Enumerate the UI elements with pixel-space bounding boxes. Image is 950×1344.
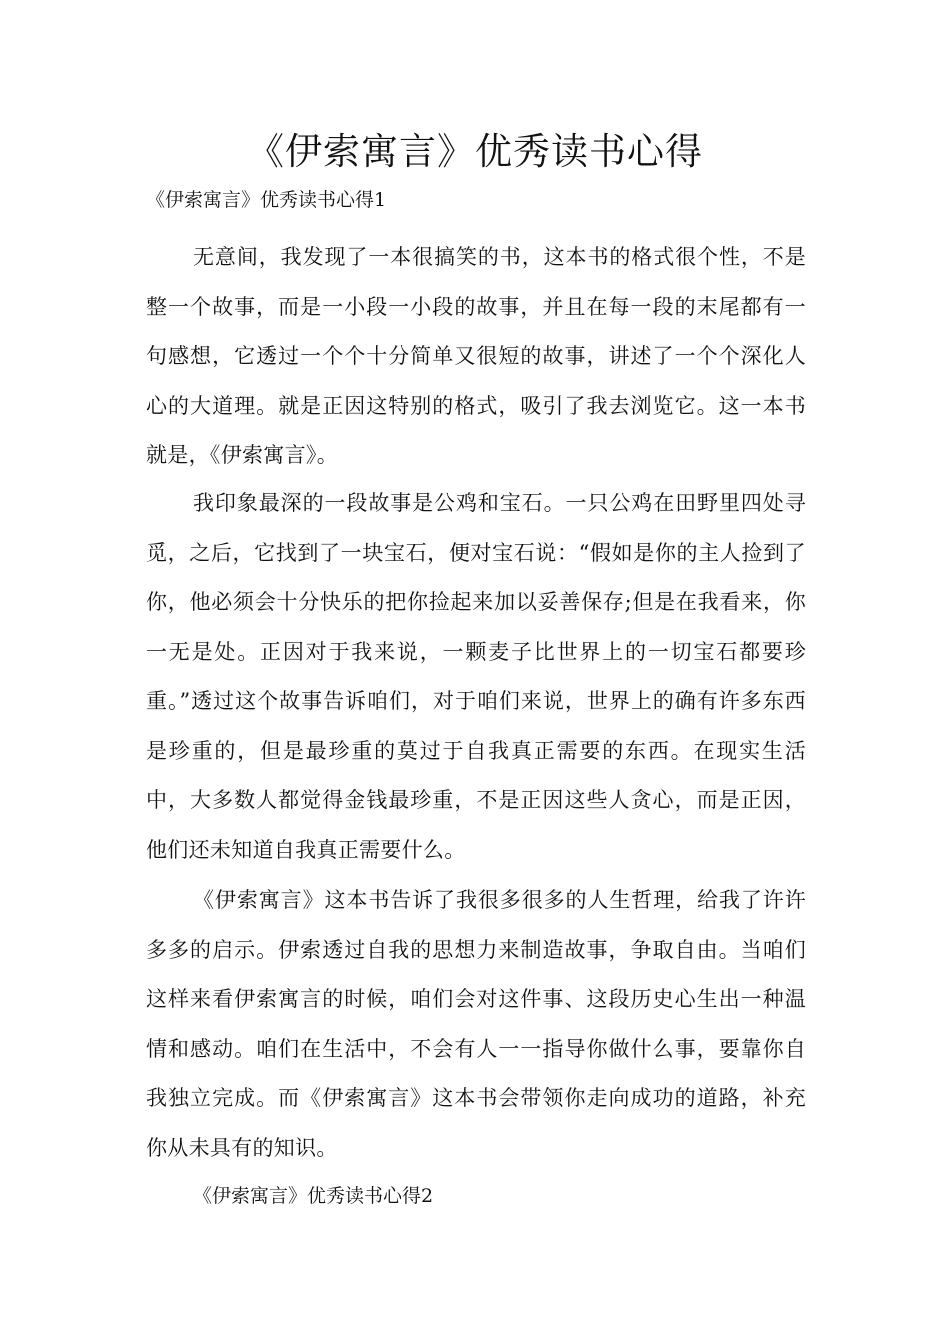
paragraph-1: 无意间，我发现了一本很搞笑的书，这本书的格式很个性，不是整一个故事，而是一小段一小段的故事，并且在每一段的末尾都有一句感想，它透过一个个十分简单又很短的故事，讲述了一个个深化人心的大道理。就是正因这特别的格式，吸引了我去浏览它。这一本书就是，《伊索寓言》。 — [146, 245, 806, 467]
document-title: 《伊索寓言》优秀读书心得 — [247, 130, 703, 173]
section-heading-2: 《伊索寓言》优秀读书心得2 — [193, 1185, 434, 1207]
paragraph-2: 我印象最深的一段故事是公鸡和宝石。一只公鸡在田野里四处寻觅，之后，它找到了一块宝石，便对宝石说：“假如是你的主人捡到了你，他必须会十分快乐的把你捡起来加以妥善保存;但是在我看来，你一无是处。正因对于我来说，一颗麦子比世界上的一切宝石都要珍重。”透过这个故事告诉咱们，对于咱们来说，世界上的确有许多东西是珍重的，但是最珍重的莫过于自我真正需要的东西。在现实生活中，大多数人都觉得金钱最珍重，不是正因这些人贪心，而是正因，他们还未知道自我真正需要什么。 — [146, 491, 806, 862]
paragraph-3: 《伊索寓言》这本书告诉了我很多很多的人生哲理，给我了许许多多的启示。伊索透过自我的思想力来制造故事，争取自由。当咱们这样来看伊索寓言的时候，咱们会对这件事、这段历史心生出一种温情和感动。咱们在生活中，不会有人一一指导你做什么事，要靠你自我独立完成。而《伊索寓言》这本书会带领你走向成功的道路，补充你从未具有的知识。 — [146, 888, 806, 1160]
section-heading-1: 《伊索寓言》优秀读书心得1 — [146, 189, 387, 211]
